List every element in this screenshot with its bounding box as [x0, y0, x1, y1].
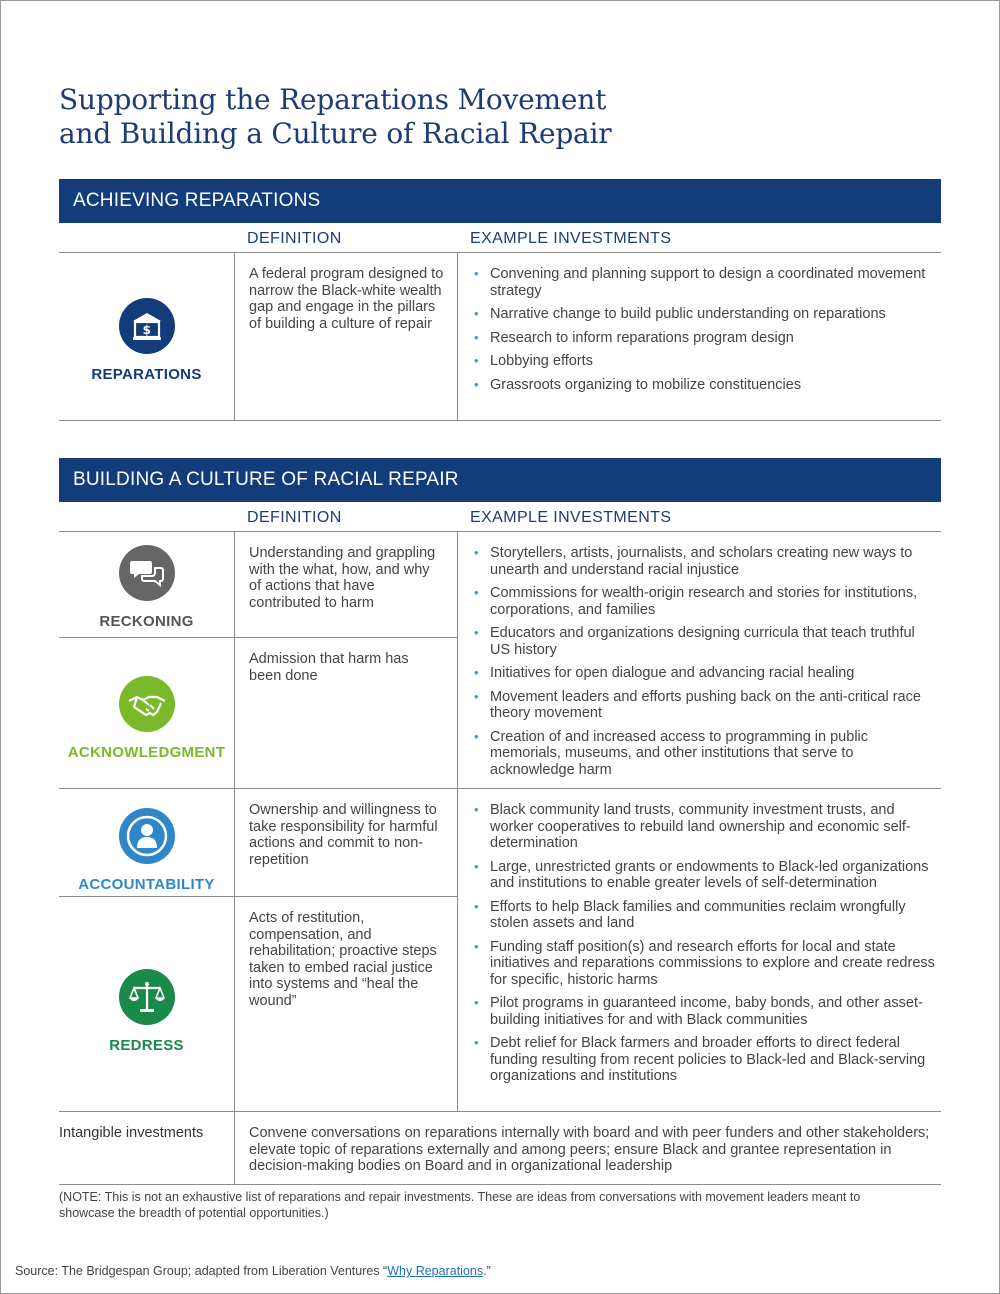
list-item: • Convening and planning support to design a coordinated movement strategy [474, 266, 934, 299]
definition-accountability: Ownership and willingness to take responsibility for harmful actions and commit to non-repetition [249, 802, 438, 868]
list-item: • Commissions for wealth-origin research and stories for institutions, corporations, and families [474, 585, 934, 618]
list-item: • Storytellers, artists, journalists, and scholars creating new ways to unearth and understand racial injustice [474, 545, 934, 578]
bank-icon [119, 298, 175, 354]
column-divider [234, 252, 235, 420]
column-header-definition: DEFINITION [247, 230, 342, 247]
divider [59, 1111, 941, 1112]
title-line-2: and Building a Culture of Racial Repair [59, 117, 612, 150]
investments-reparations [474, 266, 934, 400]
list-item: • Grassroots organizing to mobilize constituencies [474, 377, 934, 394]
list-item: • Educators and organizations designing curricula that teach truthful US history [474, 625, 934, 658]
pillar-label-reparations: REPARATIONS [91, 366, 202, 383]
pillar-reparations [59, 298, 234, 383]
list-item: • Narrative change to build public understanding on reparations [474, 306, 934, 323]
pillar-label-reckoning: RECKONING [99, 613, 194, 630]
list-item: • Debt relief for Black farmers and broader efforts to direct federal funding resulting from recent policies to Black-led and Black-serving organizations and institutions [474, 1035, 939, 1085]
list-item: • Movement leaders and efforts pushing back on the anti-critical race theory movement [474, 689, 934, 722]
pillar-label-redress: REDRESS [109, 1037, 184, 1054]
title-line-1: Supporting the Reparations Movement [59, 83, 607, 116]
definition-acknowledgment: Admission that harm has been done [249, 651, 409, 684]
divider [59, 1184, 941, 1185]
list-item: • Lobbying efforts [474, 353, 934, 370]
pillar-reckoning [59, 545, 234, 630]
divider [59, 252, 941, 253]
column-header-investments: EXAMPLE INVESTMENTS [470, 230, 672, 247]
intangible-investments-label: Intangible investments [59, 1125, 204, 1141]
list-item: • Creation of and increased access to programming in public memorials, museums, and other institutions that serve to acknowledge harm [474, 729, 934, 779]
source-prefix: Source: The Bridgespan Group; adapted from Liberation Ventures “ [15, 1264, 388, 1278]
pillar-label-accountability: ACCOUNTABILITY [78, 876, 215, 893]
divider [59, 637, 457, 638]
list-item: • Efforts to help Black families and communities reclaim wrongfully stolen assets and land [474, 899, 939, 932]
person-icon [119, 808, 175, 864]
why-reparations-link[interactable]: Why Reparations [387, 1264, 484, 1278]
column-divider [457, 531, 458, 1111]
divider [59, 788, 941, 789]
investments-reckoning-acknowledgment [474, 545, 934, 785]
source-line [15, 1264, 491, 1278]
pillar-redress [59, 969, 234, 1054]
intangible-investments-text: Convene conversations on reparations internally with board and with peer funders and other stakeholders; elevate topic of reparations externally and among peers; ensure Black and grantee representation in decision-making bodies on Board and in organizational leadership [249, 1125, 930, 1174]
section-heading-culture-of-repair: BUILDING A CULTURE OF RACIAL REPAIR [59, 458, 941, 502]
chat-bubbles-icon [119, 545, 175, 601]
column-divider [234, 531, 235, 1184]
list-item: • Initiatives for open dialogue and advancing racial healing [474, 665, 934, 682]
list-item: • Black community land trusts, community investment trusts, and worker cooperatives to rebuild land ownership and economic self-determination [474, 802, 939, 852]
definition-reckoning: Understanding and grappling with the what, how, and why of actions that have contributed to harm [249, 545, 436, 611]
definition-redress: Acts of restitution, compensation, and rehabilitation; proactive steps taken to embed racial justice into systems and “heal the wound” [249, 910, 437, 1009]
pillar-acknowledgment [59, 676, 234, 761]
list-item: • Research to inform reparations program design [474, 330, 934, 347]
definition-reparations: A federal program designed to narrow the Black-white wealth gap and engage in the pillars of building a culture of repair [249, 266, 444, 332]
column-header-investments: EXAMPLE INVESTMENTS [470, 509, 672, 526]
column-divider [457, 252, 458, 420]
page-title [59, 83, 612, 151]
list-item: • Pilot programs in guaranteed income, baby bonds, and other asset-building initiatives for and with Black communities [474, 995, 939, 1028]
handshake-icon [119, 676, 175, 732]
divider [59, 531, 941, 532]
pillar-label-acknowledgment: ACKNOWLEDGMENT [67, 744, 226, 761]
divider [59, 896, 457, 897]
list-item: • Large, unrestricted grants or endowments to Black-led organizations and institutions to enable greater levels of self-determination [474, 859, 939, 892]
section-heading-achieving-reparations: ACHIEVING REPARATIONS [59, 179, 941, 223]
scales-icon [119, 969, 175, 1025]
svg-text:$: $ [142, 323, 151, 337]
footnote: (NOTE: This is not an exhaustive list of reparations and repair investments. These are ideas from conversations with movement leaders meant to showcase the breadth of potential opportunities.) [59, 1190, 861, 1220]
source-suffix: .” [483, 1264, 491, 1278]
column-header-definition: DEFINITION [247, 509, 342, 526]
divider [59, 420, 941, 421]
list-item: • Funding staff position(s) and research efforts for local and state initiatives and reparations commissions to explore and create redress for specific, historic harms [474, 939, 939, 989]
pillar-accountability [59, 808, 234, 893]
investments-accountability-redress [474, 802, 939, 1092]
